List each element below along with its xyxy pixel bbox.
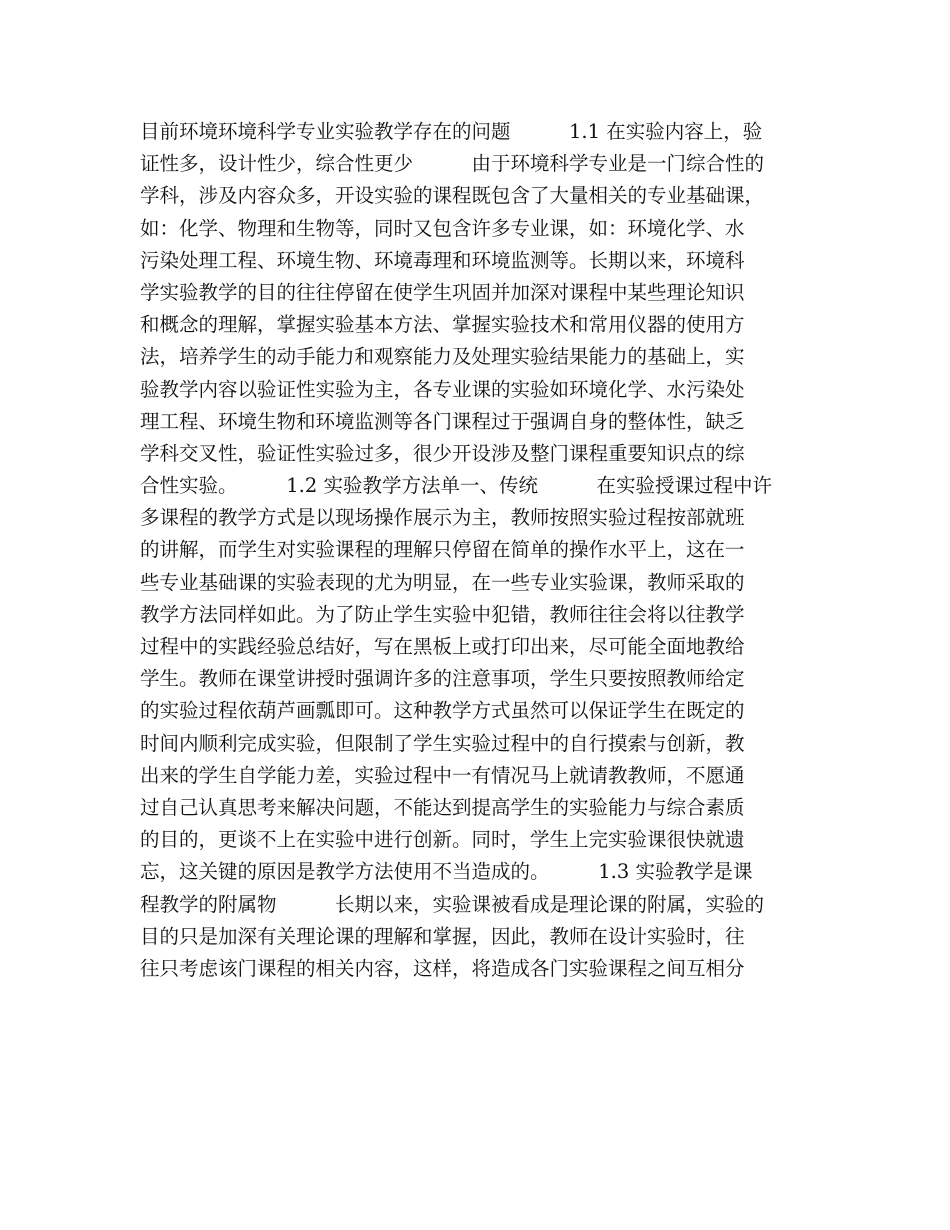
text-line: 些专业基础课的实验表现的尤为明显，在一些专业实验课，教师采取的 xyxy=(140,570,745,594)
text-line: 往只考虑该门课程的相关内容，这样，将造成各门实验课程之间互相分 xyxy=(140,956,745,980)
text-line: 忘，这关键的原因是教学方法使用不当造成的。 1.3 实验教学是课 xyxy=(140,860,753,884)
text-line: 出来的学生自学能力差，实验过程中一有情况马上就请教教师，不愿通 xyxy=(140,763,745,787)
text-line: 验教学内容以验证性实验为主，各专业课的实验如环境化学、水污染处 xyxy=(140,377,745,401)
text-line: 学实验教学的目的往往停留在使学生巩固并加深对课程中某些理论知识 xyxy=(140,280,745,304)
text-line: 过程中的实践经验总结好，写在黑板上或打印出来，尽可能全面地教给 xyxy=(140,635,745,658)
text-line: 如：化学、物理和生物等，同时又包含许多专业课，如：环境化学、水 xyxy=(140,216,745,240)
text-line: 目的只是加深有关理论课的理解和掌握，因此，教师在设计实验时，往 xyxy=(140,924,745,948)
text-line: 程教学的附属物 长期以来，实验课被看成是理论课的附属，实验的 xyxy=(140,892,765,916)
text-line: 的实验过程依葫芦画瓢即可。这种教学方式虽然可以保证学生在既定的 xyxy=(140,699,745,723)
text-line: 的讲解，而学生对实验课程的理解只停留在简单的操作水平上，这在一 xyxy=(140,538,745,562)
text-line: 理工程、环境生物和环境监测等各门课程过于强调自身的整体性，缺乏 xyxy=(140,409,745,433)
body-text xyxy=(140,116,820,985)
text-line: 多课程的教学方式是以现场操作展示为主，教师按照实验过程按部就班 xyxy=(140,506,745,530)
text-line: 过自己认真思考来解决问题，不能达到提高学生的实验能力与综合素质 xyxy=(140,795,745,819)
text-line: 时间内顺利完成实验，但限制了学生实验过程中的自行摸索与创新，教 xyxy=(140,731,745,755)
text-line: 法，培养学生的动手能力和观察能力及处理实验结果能力的基础上，实 xyxy=(140,345,745,369)
text-line: 合性实验。 1.2 实验教学方法单一、传统 在实验授课过程中许 xyxy=(140,474,772,498)
text-line: 证性多，设计性少，综合性更少 由于环境科学专业是一门综合性的 xyxy=(140,152,765,176)
text-line: 教学方法同样如此。为了防止学生实验中犯错，教师往往会将以往教学 xyxy=(140,602,745,626)
text-line: 和概念的理解，掌握实验基本方法、掌握实验技术和常用仪器的使用方 xyxy=(140,313,745,337)
text-line: 污染处理工程、环境生物、环境毒理和环境监测等。长期以来，环境科 xyxy=(140,248,745,272)
text-line: 学科，涉及内容众多，开设实验的课程既包含了大量相关的专业基础课， xyxy=(140,184,765,208)
text-line: 的目的，更谈不上在实验中进行创新。同时，学生上完实验课很快就遗 xyxy=(140,828,745,852)
text-line: 目前环境环境科学专业实验教学存在的问题 1.1 在实验内容上，验 xyxy=(140,120,763,143)
text-line: 学生。教师在课堂讲授时强调许多的注意事项，学生只要按照教师给定 xyxy=(140,667,745,691)
text-line: 学科交叉性，验证性实验过多，很少开设涉及整门课程重要知识点的综 xyxy=(140,441,745,465)
